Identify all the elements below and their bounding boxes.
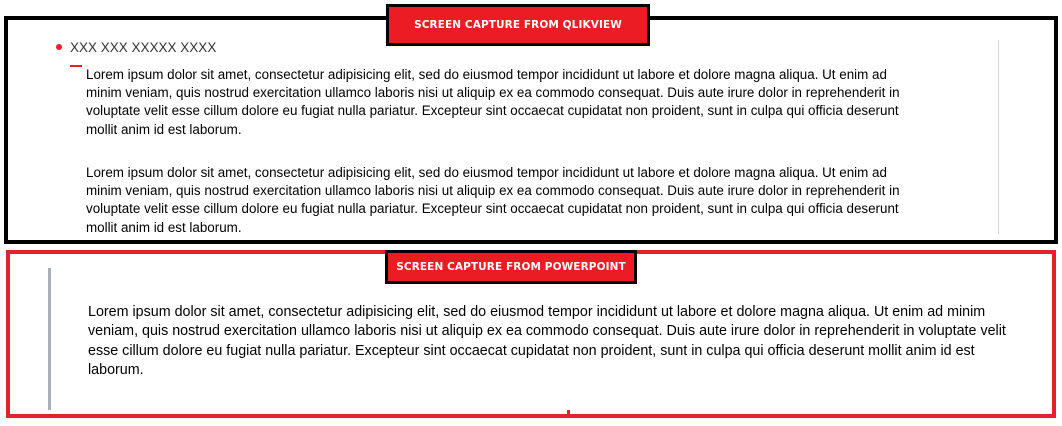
powerpoint-caption-label: SCREEN CAPTURE FROM POWERPOINT: [385, 250, 637, 284]
bullet-text: XXX XXX XXXXX XXXX: [70, 40, 217, 55]
powerpoint-paragraph: Lorem ipsum dolor sit amet, consectetur adipisicing elit, sed do eiusmod tempor incididunt ut labore et dolore magna aliqua. Ut enim ad minim veniam, quis nostrud exercitation ullamco laboris nisi ut aliquip ex ea commodo consequat. Duis aute irure dolor in reprehenderit in voluptate velit esse cillum dolore eu fugiat nulla pariatur. Excepteur sint occaecat cupidatat non proident, sunt in culpa qui officia deserunt mollit anim id est laborum.: [88, 304, 1006, 379]
bullet-dot-icon: [56, 44, 62, 50]
vertical-divider: [998, 40, 999, 234]
qlikview-paragraph-1: Lorem ipsum dolor sit amet, consectetur adipisicing elit, sed do eiusmod tempor incididunt ut labore et dolore magna aliqua. Ut enim ad minim veniam, quis nostrud exercitation ullamco laboris nisi ut aliquip ex ea commodo consequat. Duis aute irure dolor in reprehenderit in voluptate velit esse cillum dolore eu fugiat nulla pariatur. Excepteur sint occaecat cupidatat non proident, sunt in culpa qui officia deserunt mollit anim id est laborum.: [86, 67, 900, 137]
sub-bullet-dash-icon: [70, 65, 82, 67]
bottom-tick-mark: [567, 410, 570, 416]
bullet-item: [56, 40, 216, 55]
left-accent-rule: [48, 268, 51, 410]
qlikview-caption-label: SCREEN CAPTURE FROM QLIKVIEW: [386, 4, 650, 46]
qlikview-paragraph-2: Lorem ipsum dolor sit amet, consectetur adipisicing elit, sed do eiusmod tempor incididunt ut labore et dolore magna aliqua. Ut enim ad minim veniam, quis nostrud exercitation ullamco laboris nisi ut aliquip ex ea commodo consequat. Duis aute irure dolor in reprehenderit in voluptate velit esse cillum dolore eu fugiat nulla pariatur. Excepteur sint occaecat cupidatat non proident, sunt in culpa qui officia deserunt mollit anim id est laborum.: [86, 165, 900, 234]
